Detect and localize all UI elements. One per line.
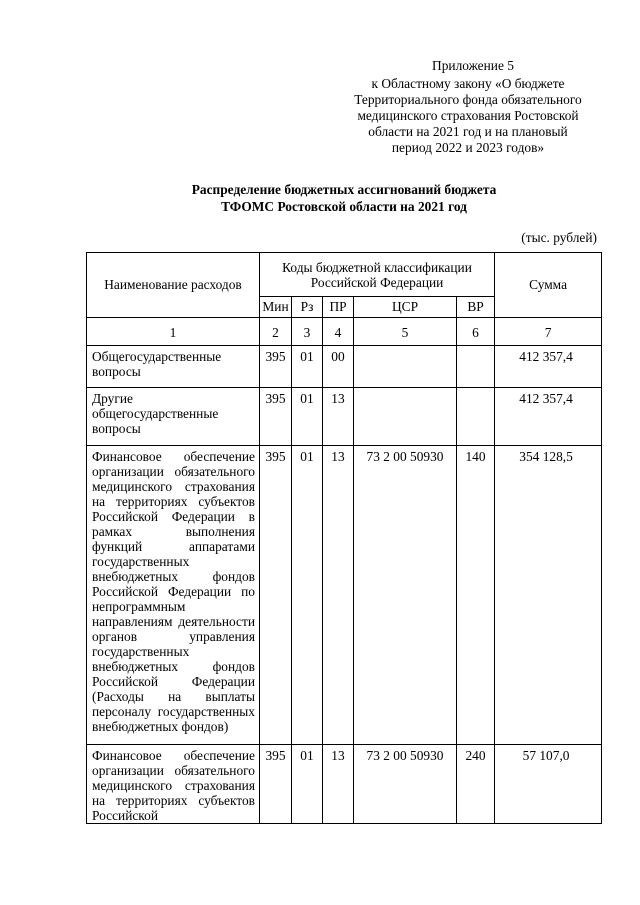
row-rz: 01 <box>292 745 323 824</box>
col-number: 6 <box>457 318 495 346</box>
row-pr: 13 <box>323 745 354 824</box>
row-name: Финансовое обеспечение организации обязательного медицинского страхования на территориях субъектов Российской Федерации в рамках выполнения функций аппаратами государственных внебюджетных фондов Российской Федерации по непрограммным направлениям деятельности органов управления государственных внебюджетных фондов Российской Федерации (Расходы на выплаты персоналу государственных внебюджетных фондов) <box>87 446 260 745</box>
table-row <box>87 346 602 388</box>
row-vr <box>457 388 495 446</box>
row-name: Общегосударственные вопросы <box>87 346 260 388</box>
row-pr: 13 <box>323 446 354 745</box>
row-rz: 01 <box>292 388 323 446</box>
header-name: Наименование расходов <box>87 253 260 318</box>
column-number-row <box>87 318 602 346</box>
col-number: 3 <box>292 318 323 346</box>
header-codes-group: Коды бюджетной классификации Российской Федерации <box>260 253 495 297</box>
appendix-line: период 2022 и 2023 годов» <box>391 140 545 155</box>
appendix-line: медицинского страхования Ростовской <box>357 108 579 123</box>
col-number: 1 <box>87 318 260 346</box>
row-csr <box>354 388 457 446</box>
col-number: 5 <box>354 318 457 346</box>
appendix-line: Территориального фонда обязательного <box>354 92 582 107</box>
row-csr: 73 2 00 50930 <box>354 745 457 824</box>
table-row <box>87 745 602 824</box>
heading-line-1: Распределение бюджетных ассигнований бюджета <box>191 182 497 197</box>
header-sum: Сумма <box>495 253 602 318</box>
table-row <box>87 446 602 745</box>
appendix-line: области на 2021 год и на плановый <box>368 124 568 139</box>
col-number: 4 <box>323 318 354 346</box>
row-vr: 240 <box>457 745 495 824</box>
header-pr: ПР <box>323 297 354 318</box>
header-rz: Рз <box>292 297 323 318</box>
row-rz: 01 <box>292 346 323 388</box>
row-sum: 354 128,5 <box>495 446 602 745</box>
row-min: 395 <box>260 446 292 745</box>
row-pr: 00 <box>323 346 354 388</box>
appendix-block <box>318 58 618 156</box>
heading-line-2: ТФОМС Ростовской области на 2021 год <box>221 199 467 214</box>
header-csr: ЦСР <box>354 297 457 318</box>
row-name: Другие общегосударственные вопросы <box>87 388 260 446</box>
row-pr: 13 <box>323 388 354 446</box>
row-sum: 412 357,4 <box>495 346 602 388</box>
row-min: 395 <box>260 745 292 824</box>
units-label: (тыс. рублей) <box>521 230 597 245</box>
header-row <box>87 253 602 297</box>
row-csr <box>354 346 457 388</box>
row-sum: 57 107,0 <box>495 745 602 824</box>
row-rz: 01 <box>292 446 323 745</box>
header-min: Мин <box>260 297 292 318</box>
row-vr <box>457 346 495 388</box>
row-csr: 73 2 00 50930 <box>354 446 457 745</box>
row-min: 395 <box>260 388 292 446</box>
table-row <box>87 388 602 446</box>
row-vr: 140 <box>457 446 495 745</box>
appendix-title: Приложение 5 <box>432 58 514 73</box>
row-min: 395 <box>260 346 292 388</box>
appendix-line: к Областному закону «О бюджете <box>371 76 565 91</box>
budget-table <box>86 252 602 824</box>
row-sum: 412 357,4 <box>495 388 602 446</box>
document-heading <box>150 181 538 215</box>
col-number: 2 <box>260 318 292 346</box>
col-number: 7 <box>495 318 602 346</box>
header-vr: ВР <box>457 297 495 318</box>
row-name: Финансовое обеспечение организации обязательного медицинского страхования на территориях субъектов Российской <box>87 745 260 824</box>
